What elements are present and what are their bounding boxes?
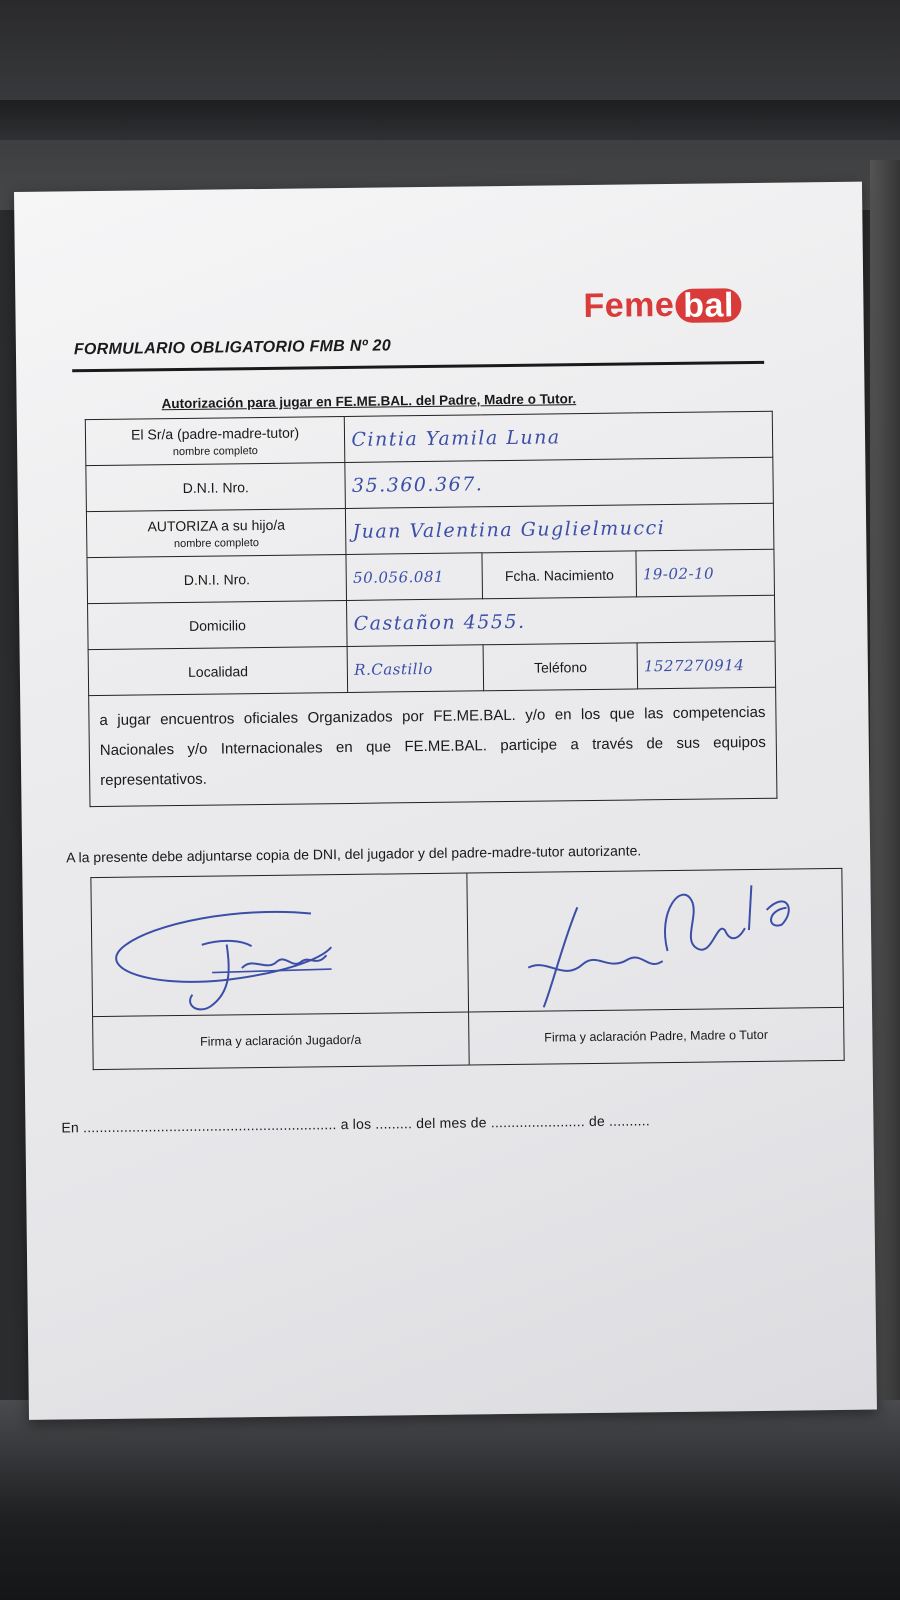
birth-date-label: Fcha. Nacimiento xyxy=(482,551,636,599)
birth-date-field[interactable] xyxy=(636,549,775,597)
child-name-field[interactable] xyxy=(346,503,774,554)
signature-table xyxy=(90,868,844,1070)
parent-dni-label: D.N.I. Nro. xyxy=(86,462,346,511)
address-field[interactable] xyxy=(347,595,775,646)
parent-label: El Sr/a (padre-madre-tutor) xyxy=(131,424,300,443)
logo-text-pill: bal xyxy=(675,288,742,323)
authorizes-label: AUTORIZA a su hijo/a xyxy=(147,516,286,534)
child-dni-field[interactable] xyxy=(346,553,482,601)
table-row xyxy=(86,503,774,557)
table-row xyxy=(87,549,775,603)
authorization-title: Autorización para jugar en FE.ME.BAL. del Padre, Madre o Tutor. xyxy=(161,391,577,412)
date-place-line: En .............................................................. a los ......... del mes de ....................... de .......... xyxy=(61,1112,651,1136)
phone-value: 1527270914 xyxy=(643,655,745,675)
table-row xyxy=(93,1007,845,1069)
player-signature-label: Firma y aclaración Jugador/a xyxy=(93,1012,469,1070)
table-row xyxy=(88,595,776,649)
authorization-text: a jugar encuentros oficiales Organizados por FE.ME.BAL. y/o en los que las competencias Nacionales y/o Internacionales en que FE.ME.BAL. participe a través de sus equipos representativos. xyxy=(89,687,777,806)
parent-signature-box[interactable] xyxy=(466,868,843,1012)
child-dni-label: D.N.I. Nro. xyxy=(87,554,347,603)
child-dni-value: 50.056.081 xyxy=(352,567,445,587)
address-value: Castañon 4555. xyxy=(353,610,526,635)
parent-name-value: Cintia Yamila Luna xyxy=(351,425,561,451)
phone-label: Teléfono xyxy=(483,643,637,691)
table-row xyxy=(89,687,777,806)
background-bottom xyxy=(0,1400,900,1600)
parent-sublabel: nombre completo xyxy=(172,444,258,458)
parent-signature-label: Firma y aclaración Padre, Madre o Tutor xyxy=(468,1007,844,1065)
table-row xyxy=(85,411,773,465)
parent-signature-drawing xyxy=(467,869,843,1012)
player-signature-drawing xyxy=(91,874,467,1017)
birth-date-value: 19-02-10 xyxy=(642,563,715,583)
title-divider xyxy=(72,361,764,372)
parent-dni-value: 35.360.367. xyxy=(351,472,484,497)
address-label: Domicilio xyxy=(88,600,348,649)
femebal-logo xyxy=(583,285,742,326)
table-row xyxy=(91,868,844,1016)
locality-value: R.Castillo xyxy=(354,659,433,679)
table-row xyxy=(86,457,774,511)
parent-label-cell xyxy=(85,416,345,465)
form-paper xyxy=(14,182,877,1420)
parent-name-field[interactable] xyxy=(345,411,773,462)
locality-label: Localidad xyxy=(88,646,348,695)
table-row xyxy=(88,641,776,695)
attachment-note: A la presente debe adjuntarse copia de DNI, del jugador y del padre-madre-tutor autorizante. xyxy=(66,842,642,866)
child-name-value: Juan Valentina Guglielmucci xyxy=(352,516,666,543)
logo-text-main: Feme xyxy=(583,285,675,326)
child-label-cell xyxy=(86,508,346,557)
form-title: FORMULARIO OBLIGATORIO FMB Nº 20 xyxy=(73,337,392,359)
phone-field[interactable] xyxy=(637,641,776,689)
player-signature-box[interactable] xyxy=(91,873,468,1017)
locality-field[interactable] xyxy=(347,645,483,693)
authorization-table xyxy=(85,411,778,807)
parent-dni-field[interactable] xyxy=(345,457,773,508)
child-sublabel: nombre completo xyxy=(173,536,260,550)
laptop-edge xyxy=(0,100,900,140)
